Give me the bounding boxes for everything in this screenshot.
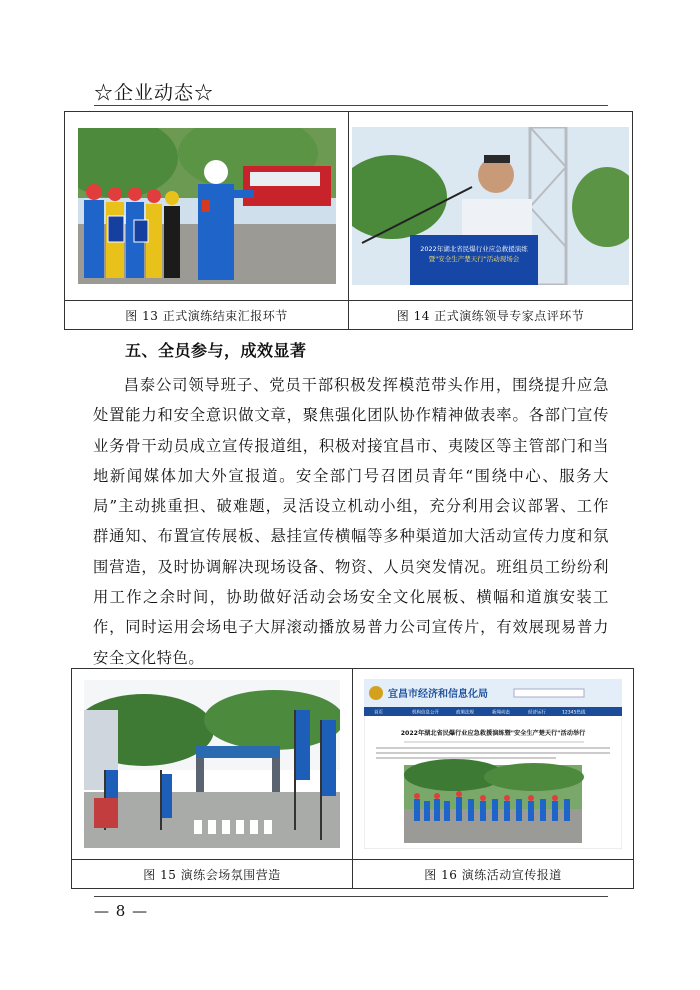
figure-table-bottom	[71, 668, 634, 889]
photo-venue-atmosphere	[84, 680, 340, 848]
article-title[interactable]: 2022年湖北省民爆行业应急救援演练暨"安全生产楚天行"活动举行	[400, 730, 586, 737]
figure-13-cell	[65, 112, 349, 301]
running-header: ☆企业动态☆	[94, 82, 215, 104]
banner-line-2: 暨"安全生产楚天行"活动现场会	[428, 255, 520, 263]
site-name: 宜昌市经济和信息化局	[388, 689, 488, 700]
photo-drill-report	[78, 128, 336, 284]
nav-policy[interactable]: 政策法规	[456, 710, 474, 716]
nav-news[interactable]: 新闻动态	[492, 710, 510, 716]
footer-rule	[94, 896, 608, 897]
header-rule	[94, 105, 608, 106]
figure-16-caption: 图 16 演练活动宣传报道	[353, 860, 634, 889]
photo-expert-review	[352, 127, 629, 285]
page-number: — 8 —	[94, 902, 149, 920]
nav-hotline[interactable]: 12345热线	[562, 710, 586, 716]
figure-16-cell	[353, 669, 634, 860]
section-heading: 五、全员参与，成效显著	[125, 341, 307, 360]
section-paragraph: 昌泰公司领导班子、党员干部积极发挥模范带头作用，围绕提升应急处置能力和安全意识做文章，聚焦强化团队协作精神做表率。各部门宣传业务骨干动员成立宣传报道组，积极对接宜昌市、夷陵区等主管部门和当地新闻媒体加大外宣报道。安全部门号召团员青年“围绕中心、服务大局”主动挑重担、破难题，灵活设立机动小组，充分利用会议部署、工作群通知、布置宣传展板、悬挂宣传横幅等多种渠道加大活动宣传力度和氛围营造，及时协调解决现场设备、物资、人员突发情况。班组员工纷纷利用工作之余时间，协助做好活动会场安全文化展板、横幅和道旗安装工作，同时运用会场电子大屏滚动播放易普力公司宣传片，有效展现易普力安全文化特色。	[93, 376, 609, 667]
nav-economy[interactable]: 经济运行	[528, 710, 546, 716]
nav-home[interactable]: 首页	[374, 710, 383, 716]
figure-15-caption: 图 15 演练会场氛围营造	[72, 860, 353, 889]
figure-table-top	[64, 111, 633, 330]
figure-14-cell	[349, 112, 633, 301]
figure-13-caption: 图 13 正式演练结束汇报环节	[65, 301, 349, 330]
figure-15-cell	[72, 669, 353, 860]
nav-info[interactable]: 机构信息公开	[412, 710, 439, 716]
banner-line-1: 2022年湖北省民爆行业应急救援演练	[420, 245, 528, 253]
screenshot-news-report	[364, 679, 622, 849]
figure-14-caption: 图 14 正式演练领导专家点评环节	[349, 301, 633, 330]
